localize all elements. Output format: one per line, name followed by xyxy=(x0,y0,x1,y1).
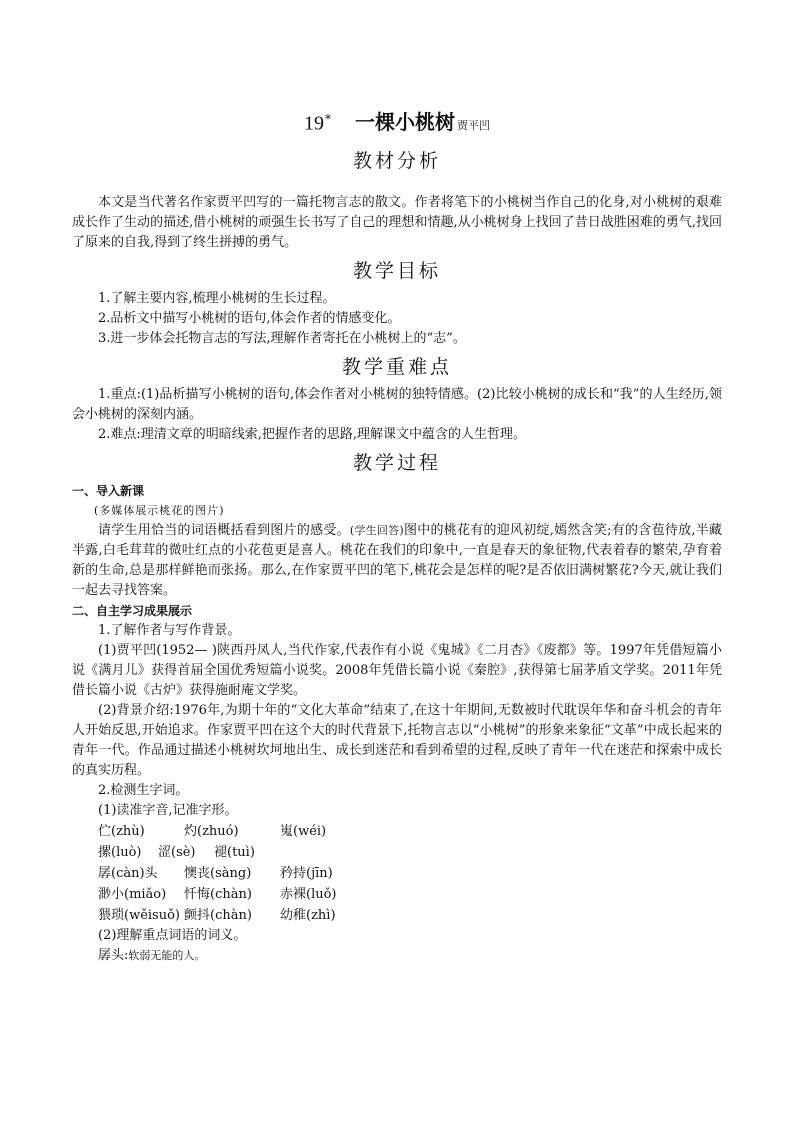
document-page xyxy=(72,96,722,966)
key-point-1: 1.重点:(1)品析描写小桃树的语句,体会作者对小桃树的独特情感。(2)比较小桃树的成长和“我”的人生经历,领会小桃树的深刻内涵。 xyxy=(72,387,722,423)
vocab-item: 涩(sè) xyxy=(158,845,196,861)
sub-heading-vocab: 2.检测生字词。 xyxy=(98,783,189,799)
vocab-row-5 xyxy=(72,905,722,926)
intro-para-note: (学生回答) xyxy=(349,524,404,538)
heading-analysis: 教材分析 xyxy=(352,150,441,173)
vocab-item: 摞(luò) xyxy=(98,845,142,861)
vocab-item: 赤裸(luǒ) xyxy=(280,887,337,903)
definition-text: 软弱无能的人。 xyxy=(128,949,206,963)
vocab-item: 懊丧(sàng) xyxy=(184,866,252,882)
background-paragraph: (2)背景介绍:1976年,为期十年的“文化大革命”结束了,在这十年期间,无数被时代耽误年华和奋斗机会的青年人开始反思,开始追求。作家贾平凹在这个大的时代背景下,托物言志以“小桃树”的形象来象征“文革”中成长起来的青年一代。作品通过描述小桃树坎坷地出生、成长到迷茫和看到希望的过程,反映了青年一代在迷茫和探索中成长的真实历程。 xyxy=(72,703,722,779)
vocab-row-2 xyxy=(72,842,722,863)
goal-item-2: 2.品析文中描写小桃树的语句,体会作者的情感变化。 xyxy=(98,311,401,327)
vocab-item: 孱(càn)头 xyxy=(98,866,158,882)
analysis-body: 本文是当代著名作家贾平凹写的一篇托物言志的散文。作者将笔下的小桃树当作自己的化身,对小桃树的艰难成长作了生动的描述,借小桃树的顽强生长书写了自己的理想和情趣,从小桃树身上找回了昔日战胜困难的勇气,找回了原来的自我,得到了终生拼搏的勇气。 xyxy=(72,195,722,251)
heading-key-points: 教学重难点 xyxy=(341,356,452,379)
key-point-2: 2.难点:理清文章的明暗线索,把握作者的思路,理解课文中蕴含的人生哲理。 xyxy=(98,427,527,443)
vocab-item: 灼(zhuó) xyxy=(184,824,239,840)
section-self-study-heading: 二、自主学习成果展示 xyxy=(72,604,193,619)
heading-goals: 教学目标 xyxy=(352,260,441,283)
goal-item-1: 1.了解主要内容,梳理小桃树的生长过程。 xyxy=(98,291,336,307)
section-intro-heading: 一、导入新课 xyxy=(72,484,145,499)
lesson-title xyxy=(72,106,722,139)
heading-process: 教学过程 xyxy=(352,452,441,475)
vocab-item: 伫(zhù) xyxy=(98,824,145,840)
vocab-item: 幼稚(zhì) xyxy=(280,908,336,924)
lesson-star-mark: * xyxy=(325,112,331,126)
author-paragraph: (1)贾平凹(1952— )陕西丹凤人,当代作家,代表作有小说《鬼城》《二月杏》《废都》等。1997年凭借短篇小说《满月儿》获得首届全国优秀短篇小说奖。2008年凭借长篇小说《秦腔》,获得第七届茅盾文学奖。2011年凭借长篇小说《古炉》获得施耐庵文学奖。 xyxy=(72,643,722,699)
sub-heading-author-background: 1.了解作者与写作背景。 xyxy=(98,623,241,639)
goal-item-3: 3.进一步体会托物言志的写法,理解作者寄托在小桃树上的“志”。 xyxy=(98,331,466,347)
intro-para-b: 图中的桃花有的迎风初绽,嫣然含笑;有的含苞待放,半藏半露,白毛茸茸的微吐红点的小花苞更是喜人。桃花在我们的印象中,一直是春天的象征物,代表着春的繁荣,孕育着新的生命,总是那样鲜艳而张扬。那么,在作家贾平凹的笔下,桃花会是怎样的呢?是否依旧满树繁花?今天,就让我们一起去寻找答案。 xyxy=(72,523,722,599)
vocab-row-3 xyxy=(72,863,722,884)
intro-para-a: 请学生用恰当的词语概括看到图片的感受。 xyxy=(98,523,350,539)
definition-term: 孱头: xyxy=(98,948,129,964)
lesson-title-text: 一棵小桃树 xyxy=(355,110,455,135)
lesson-number: 19 xyxy=(304,112,324,135)
intro-media-note: (多媒体展示桃花的图片) xyxy=(94,504,225,518)
vocab-item: 颤抖(chàn) xyxy=(184,908,252,924)
vocab-item: 忏悔(chàn) xyxy=(184,887,252,903)
vocab-item: 猥琐(wěisuǒ) xyxy=(98,908,180,924)
vocab-item: 渺小(miǎo) xyxy=(98,887,167,903)
lesson-author: 贾平凹 xyxy=(457,119,490,133)
vocab-row-1 xyxy=(72,821,722,842)
vocab-row-4 xyxy=(72,884,722,905)
sub-heading-pronunciation: (1)读准字音,记准字形。 xyxy=(98,803,238,819)
vocab-item: 褪(tuì) xyxy=(214,845,255,861)
definition-item xyxy=(72,946,722,966)
intro-paragraph xyxy=(72,521,722,601)
sub-heading-definitions: (2)理解重点词语的词义。 xyxy=(98,928,247,944)
vocab-item: 矜持(jīn) xyxy=(280,866,333,882)
vocab-item: 嵬(wéi) xyxy=(280,824,327,840)
